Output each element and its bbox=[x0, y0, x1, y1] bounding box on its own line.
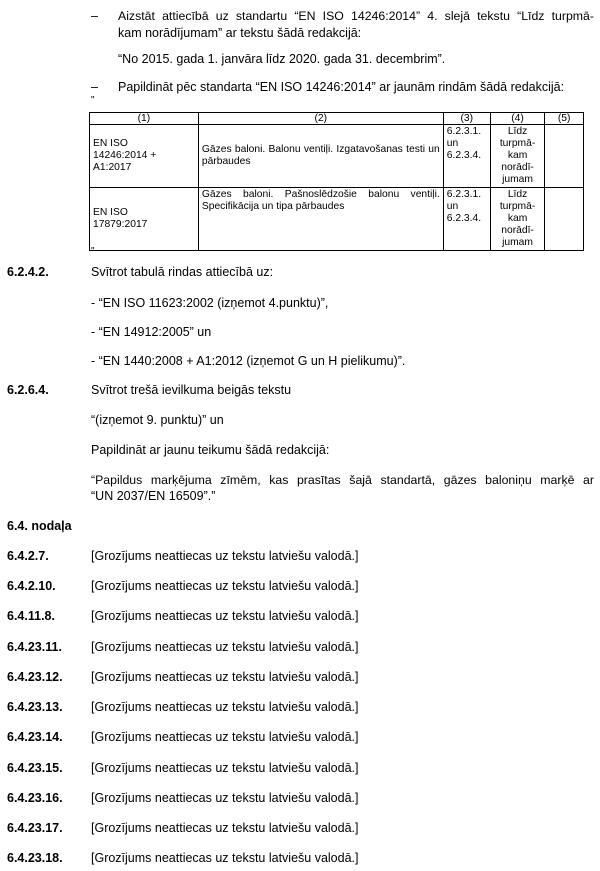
amendment-number: 6.4.23.15. bbox=[7, 761, 63, 775]
section-quote-line-1: “Papildus marķējuma zīmēm, kas prasītas šajā standartā, gāzes baloniņu marķē ar bbox=[91, 473, 594, 487]
intro-quote-1: “No 2015. gada 1. janvāra līdz 2020. gada 31. decembrim”. bbox=[118, 52, 446, 66]
amendment-text: [Grozījums neattiecas uz tekstu latviešu valodā.] bbox=[91, 761, 359, 775]
amendment-text: [Grozījums neattiecas uz tekstu latviešu valodā.] bbox=[91, 579, 359, 593]
standard-cell bbox=[90, 125, 199, 188]
standard-cell bbox=[90, 188, 199, 251]
amendment-text: [Grozījums neattiecas uz tekstu latviešu valodā.] bbox=[91, 670, 359, 684]
amendment-number: 6.4.23.11. bbox=[7, 640, 62, 654]
standard-line: EN ISO bbox=[93, 138, 128, 149]
chapter-heading: 6.4. nodaļa bbox=[7, 519, 72, 533]
validity-line: norādī- bbox=[501, 162, 534, 173]
reference-line: 6.2.3.1. bbox=[446, 189, 482, 200]
section-text: Svītrot trešā ievilkuma beigās tekstu bbox=[91, 383, 292, 397]
validity-line: Līdz bbox=[507, 126, 528, 137]
close-quote: " bbox=[91, 246, 95, 257]
amendment-text: [Grozījums neattiecas uz tekstu latviešu valodā.] bbox=[91, 609, 359, 623]
title-cell: Gāzes baloni. Balonu ventiļi. Izgatavošanas testi un pārbaudes bbox=[198, 125, 443, 188]
standard-line: 14246:2014 + bbox=[93, 150, 157, 161]
table-header-cell: (3) bbox=[443, 113, 490, 125]
table-header-row bbox=[90, 113, 584, 125]
section-text: Papildināt ar jaunu teikumu šādā redakcijā: bbox=[91, 443, 330, 457]
amendment-number: 6.4.2.7. bbox=[7, 549, 49, 563]
dash-marker: – bbox=[91, 9, 98, 23]
amendment-text: [Grozījums neattiecas uz tekstu latviešu valodā.] bbox=[91, 851, 359, 865]
reference-cell bbox=[443, 125, 490, 188]
empty-cell bbox=[545, 188, 584, 251]
table-header-cell: (4) bbox=[490, 113, 544, 125]
section-text: Svītrot tabulā rindas attiecībā uz: bbox=[91, 265, 274, 279]
validity-line: norādī- bbox=[501, 225, 534, 236]
intro-item-2: Papildināt pēc standarta “EN ISO 14246:2014” ar jaunām rindām šādā redakcijā: bbox=[118, 80, 565, 94]
validity-line: kam bbox=[507, 150, 528, 161]
table-header-cell: (5) bbox=[545, 113, 584, 125]
amendment-number: 6.4.11.8. bbox=[7, 609, 55, 623]
empty-cell bbox=[545, 125, 584, 188]
validity-line: jumam bbox=[502, 174, 533, 185]
amendment-text: [Grozījums neattiecas uz tekstu latviešu valodā.] bbox=[91, 700, 359, 714]
reference-cell bbox=[443, 188, 490, 251]
amendment-text: [Grozījums neattiecas uz tekstu latviešu valodā.] bbox=[91, 821, 359, 835]
amendment-number: 6.4.23.16. bbox=[7, 791, 63, 805]
standards-table bbox=[89, 112, 584, 251]
section-quote-line-2: “UN 2037/EN 16509”.” bbox=[91, 489, 216, 503]
table-row bbox=[90, 188, 584, 251]
section-quote: “(izņemot 9. punktu)” un bbox=[91, 413, 224, 427]
standard-line: A1:2017 bbox=[93, 162, 132, 173]
validity-line: Līdz bbox=[507, 189, 528, 200]
title-cell: Gāzes baloni. Pašnoslēdzošie balonu ventiļi. Specifikācija un tipa pārbaudes bbox=[198, 188, 443, 251]
amendment-text: [Grozījums neattiecas uz tekstu latviešu valodā.] bbox=[91, 791, 359, 805]
amendment-text: [Grozījums neattiecas uz tekstu latviešu valodā.] bbox=[91, 549, 359, 563]
open-quote: " bbox=[91, 95, 95, 106]
amendment-number: 6.4.23.12. bbox=[7, 670, 63, 684]
amendment-number: 6.4.2.10. bbox=[7, 579, 56, 593]
validity-line: kam bbox=[507, 213, 528, 224]
validity-cell bbox=[490, 125, 544, 188]
table-row bbox=[90, 125, 584, 188]
intro-item-1-line-2: kam norādījumam” ar tekstu šādā redakcijā: bbox=[118, 26, 362, 40]
intro-item-1-line-1: Aizstāt attiecībā uz standartu “EN ISO 14246:2014” 4. slejā tekstu “Līdz turpmā- bbox=[118, 9, 594, 23]
validity-cell bbox=[490, 188, 544, 251]
reference-line: 6.2.3.1. bbox=[446, 126, 482, 137]
amendment-text: [Grozījums neattiecas uz tekstu latviešu valodā.] bbox=[91, 640, 359, 654]
list-item: - “EN 14912:2005” un bbox=[91, 325, 212, 339]
reference-line: 6.2.3.4. bbox=[446, 150, 482, 161]
list-item: - “EN 1440:2008 + A1:2012 (izņemot G un H pielikumu)”. bbox=[91, 354, 406, 368]
validity-line: jumam bbox=[502, 237, 533, 248]
reference-line: 6.2.3.4. bbox=[446, 213, 482, 224]
table-header-cell: (1) bbox=[90, 113, 199, 125]
reference-line: un bbox=[446, 138, 459, 149]
table-header-cell: (2) bbox=[198, 113, 443, 125]
section-number: 6.2.6.4. bbox=[7, 383, 49, 397]
reference-line: un bbox=[446, 201, 459, 212]
amendment-number: 6.4.23.14. bbox=[7, 730, 63, 744]
validity-line: turpmā- bbox=[499, 201, 536, 212]
amendment-number: 6.4.23.13. bbox=[7, 700, 63, 714]
section-number: 6.2.4.2. bbox=[7, 265, 49, 279]
standard-line: EN ISO bbox=[93, 207, 128, 218]
list-item: - “EN ISO 11623:2002 (izņemot 4.punktu)”, bbox=[91, 296, 329, 310]
amendment-text: [Grozījums neattiecas uz tekstu latviešu valodā.] bbox=[91, 730, 359, 744]
amendment-number: 6.4.23.18. bbox=[7, 851, 63, 865]
amendment-number: 6.4.23.17. bbox=[7, 821, 63, 835]
dash-marker: – bbox=[91, 80, 98, 94]
standard-line: 17879:2017 bbox=[93, 219, 148, 230]
validity-line: turpmā- bbox=[499, 138, 536, 149]
